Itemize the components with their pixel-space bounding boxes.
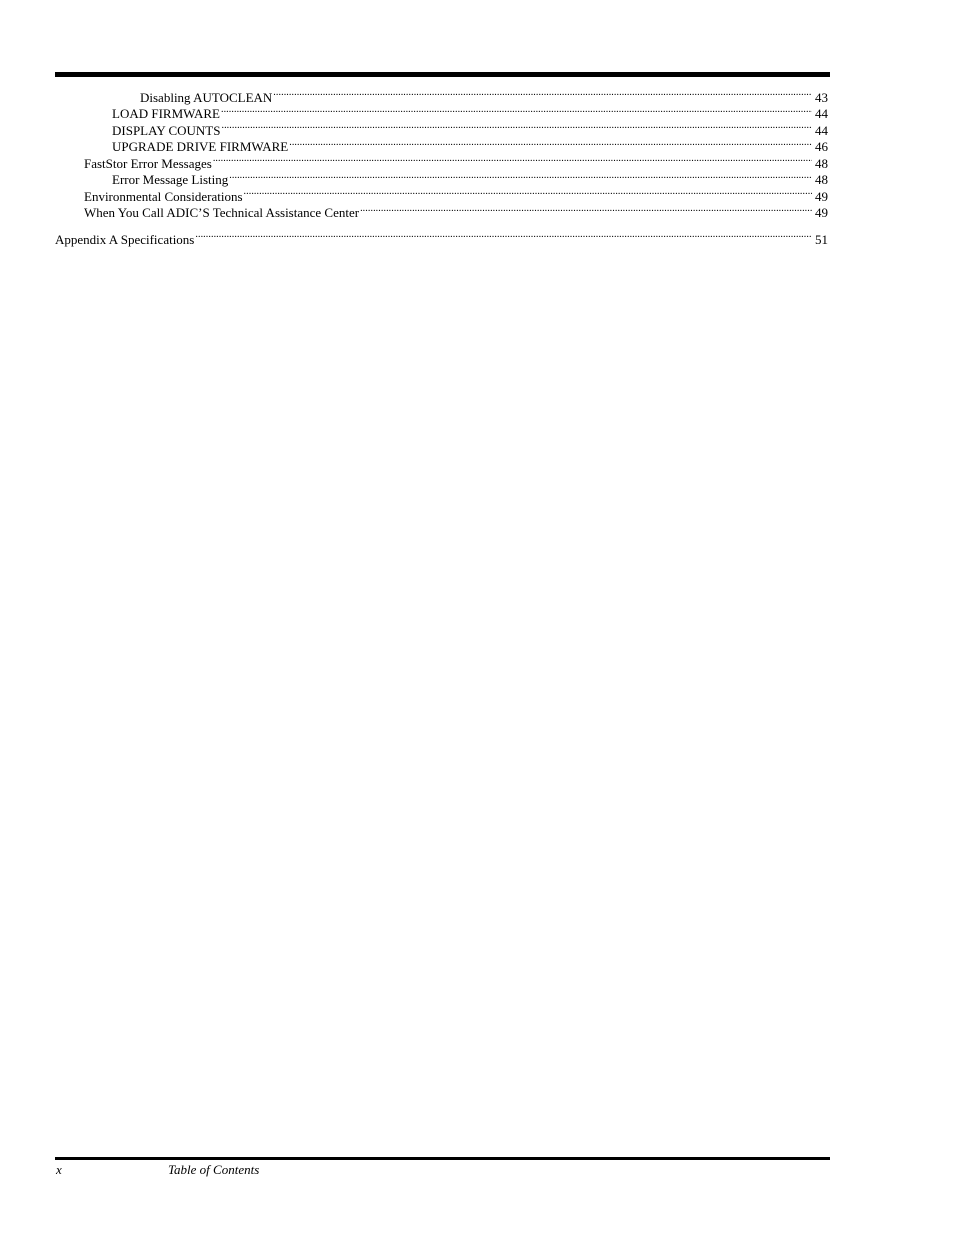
toc-entry-title: LOAD FIRMWARE xyxy=(112,106,220,121)
toc-entry-page: 43 xyxy=(815,89,828,105)
footer-page-number: x xyxy=(56,1162,62,1177)
dot-leader xyxy=(221,102,812,119)
footer-section-title: Table of Contents xyxy=(168,1162,260,1177)
table-of-contents xyxy=(55,85,828,247)
toc-entry-title: Disabling AUTOCLEAN xyxy=(140,89,273,105)
toc-entry-title: FastStor Error Messages xyxy=(84,155,212,171)
toc-entry-page: 51 xyxy=(815,231,828,247)
dot-leader xyxy=(221,118,812,135)
toc-entry-title: When You Call ADIC’S Technical Assistance Center xyxy=(84,205,360,220)
toc-entry-page: 44 xyxy=(815,122,828,138)
toc-entry-title: Environmental Considerations xyxy=(84,188,243,204)
dot-leader xyxy=(244,184,812,201)
dot-leader xyxy=(360,201,812,218)
dot-leader xyxy=(213,151,812,168)
toc-entry-title: Error Message Listing xyxy=(112,172,229,187)
toc-entry-page: 46 xyxy=(815,139,828,154)
toc-entry-disabling-autoclean[interactable] xyxy=(55,85,828,105)
footer-rule xyxy=(55,1157,830,1160)
dot-leader xyxy=(229,168,812,185)
toc-entry-page: 44 xyxy=(815,106,828,121)
toc-entry-appendix-a-specifications[interactable] xyxy=(55,227,828,247)
toc-entry-page: 48 xyxy=(815,172,828,187)
toc-entry-page: 49 xyxy=(815,188,828,204)
dot-leader xyxy=(289,135,812,152)
toc-entry-title: UPGRADE DRIVE FIRMWARE xyxy=(112,139,289,154)
toc-entry-page: 49 xyxy=(815,205,828,220)
toc-entry-page: 48 xyxy=(815,155,828,171)
dot-leader xyxy=(273,85,812,102)
dot-leader xyxy=(195,227,812,244)
header-rule xyxy=(55,72,830,77)
toc-entry-title: Appendix A Specifications xyxy=(55,231,195,247)
toc-entry-title: DISPLAY COUNTS xyxy=(112,122,221,138)
